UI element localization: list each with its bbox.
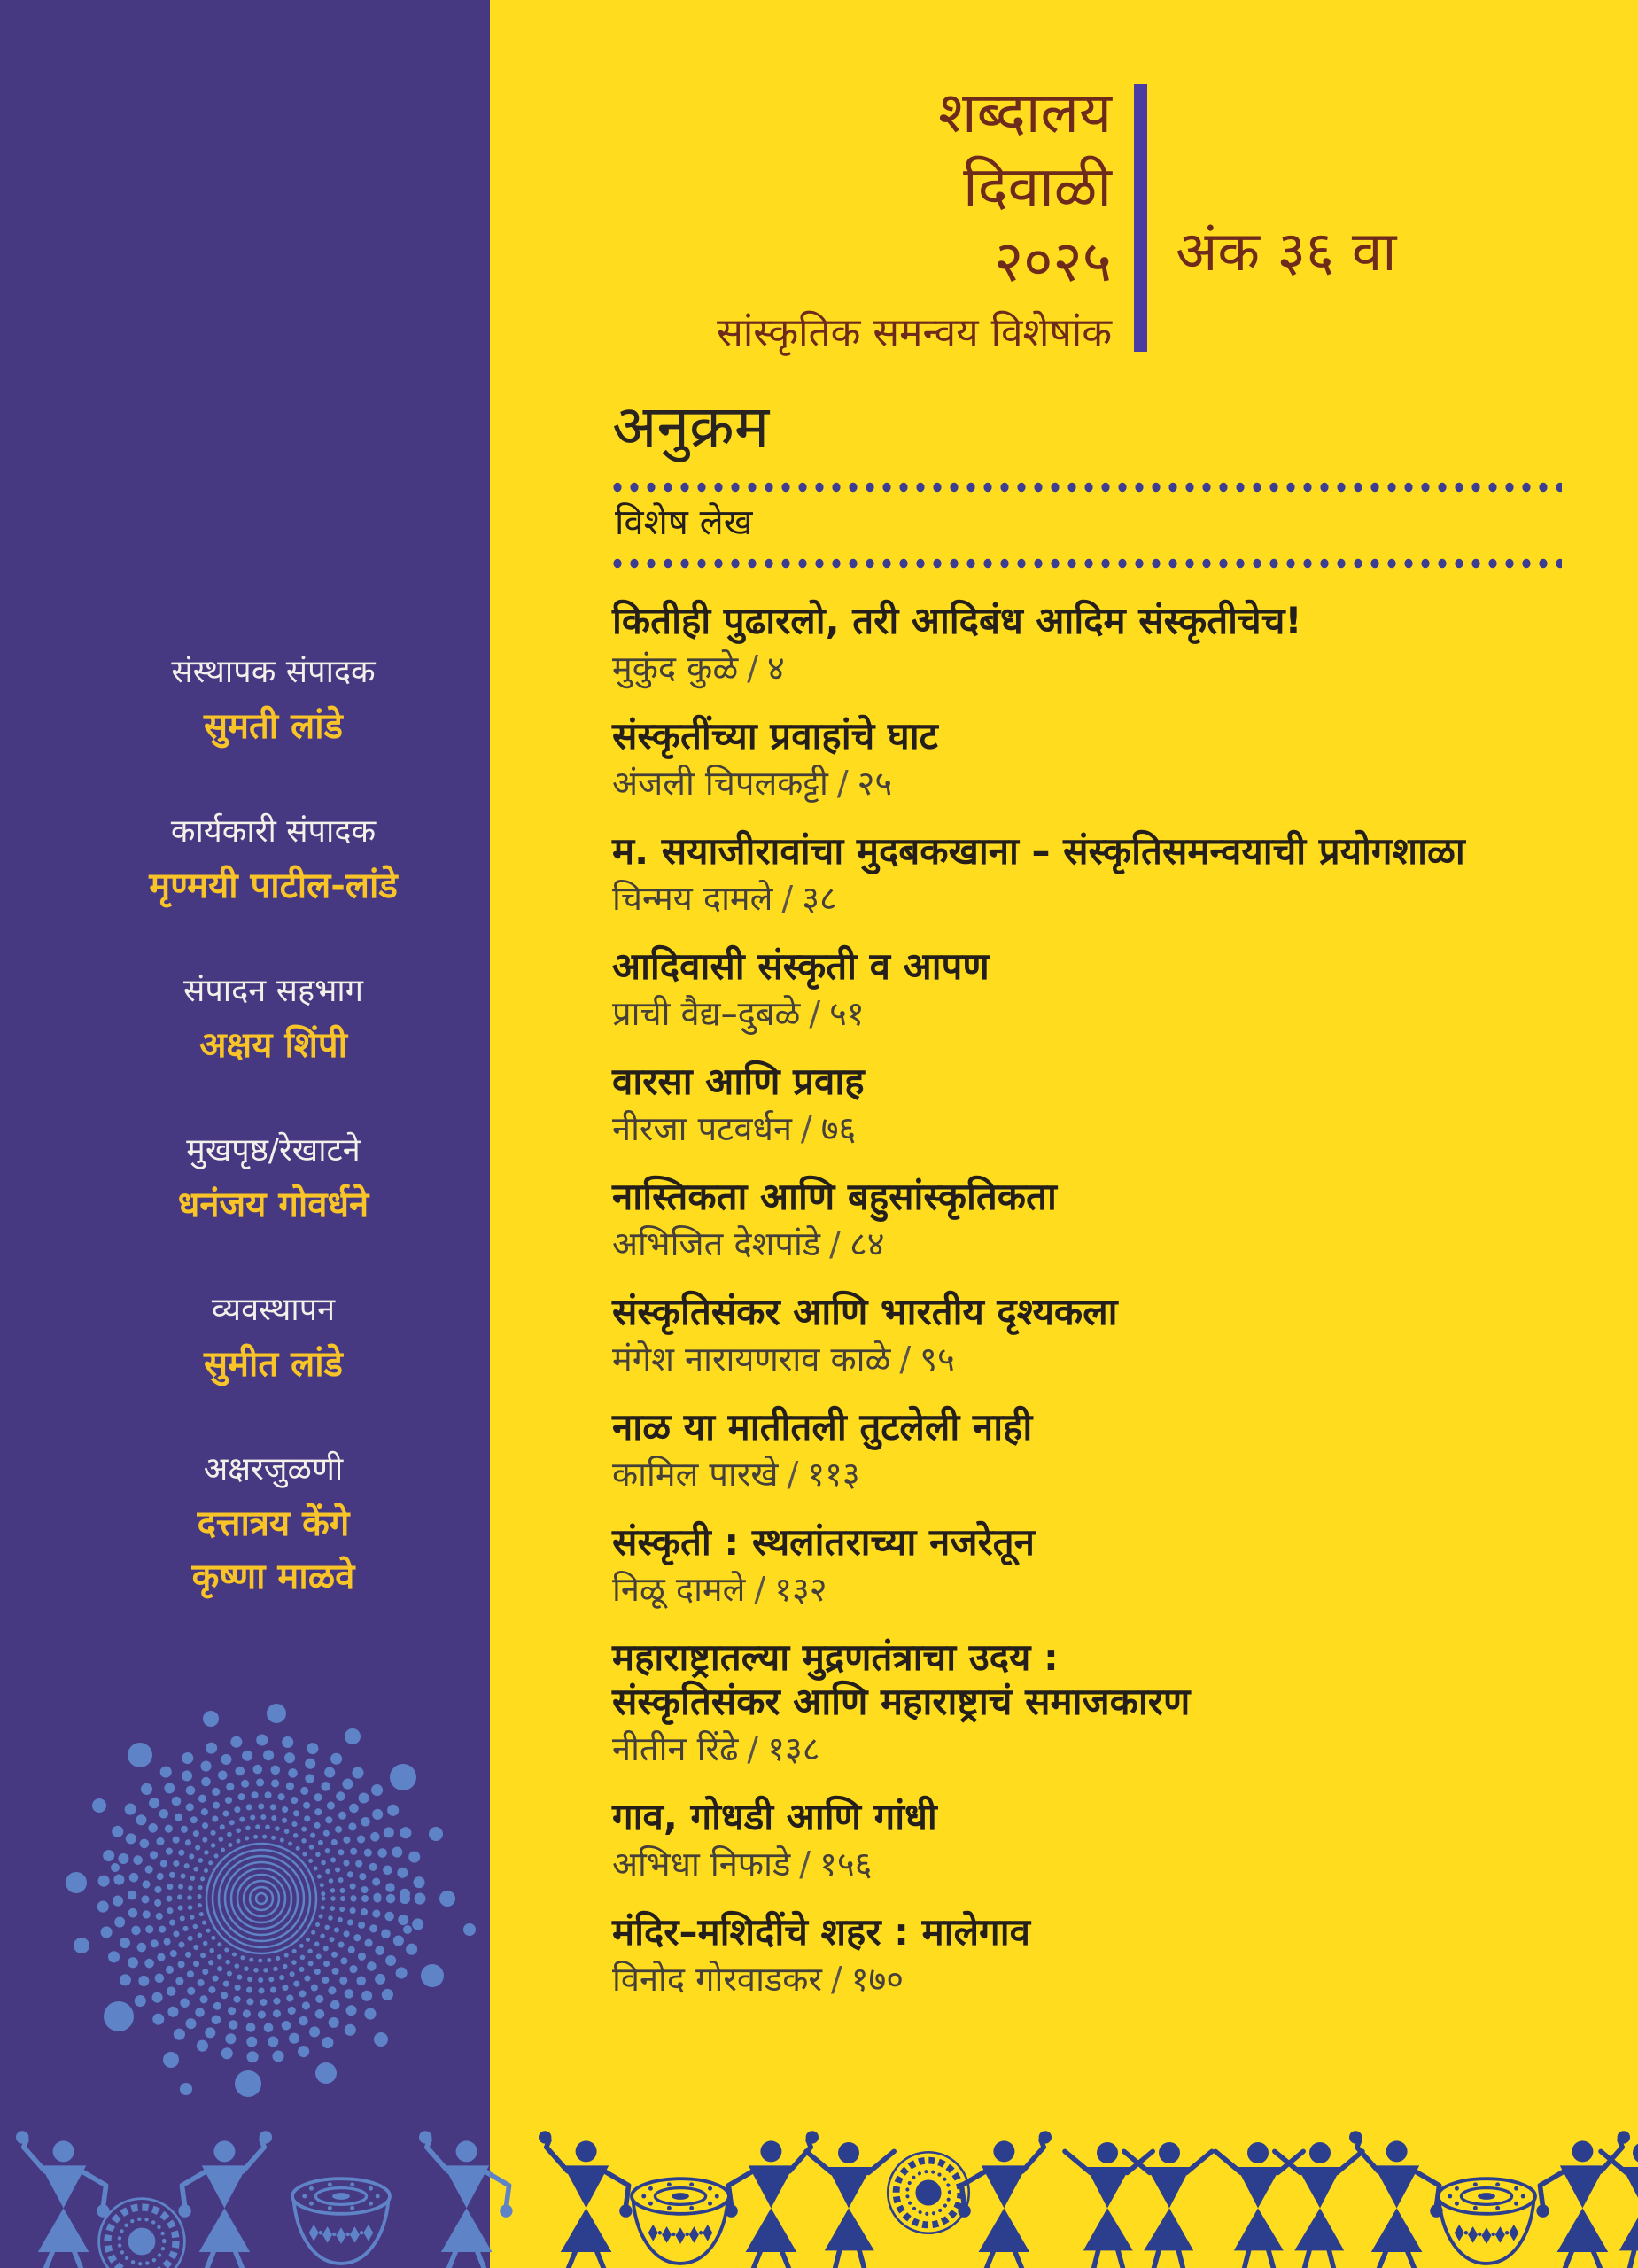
byline-separator: /	[799, 1845, 811, 1884]
author-name: मुकुंद कुळे	[612, 649, 739, 687]
sidebar	[0, 0, 490, 2268]
byline-separator: /	[781, 879, 794, 918]
article-title: महाराष्ट्रातल्या मुद्रणतंत्राचा उदय :	[612, 1635, 1059, 1679]
author-name: चिन्मय दामले	[612, 879, 773, 918]
page-number: १७०	[850, 1960, 904, 1999]
article-title: वारसा आणि प्रवाह	[612, 1060, 865, 1103]
dot-mandala-art	[27, 1664, 496, 2133]
article-byline	[612, 1729, 1613, 1768]
masthead-title-line: शब्दालय	[938, 81, 1112, 146]
credit-role: कार्यकारी संपादक	[170, 813, 377, 850]
issue-number-label: अंक ३६ वा	[1176, 219, 1397, 284]
credit-group	[76, 1130, 470, 1228]
toc-entry	[612, 599, 1613, 687]
toc-entry	[612, 1405, 1613, 1494]
credit-name: मृण्मयी पाटील-लांडे	[149, 866, 398, 906]
author-name: अंजली चिपलकट्टी	[612, 764, 828, 803]
page-number: २५	[857, 764, 893, 803]
byline-separator: /	[899, 1340, 912, 1379]
credit-role: अक्षरजुळणी	[203, 1451, 344, 1487]
page-number: ११३	[807, 1455, 860, 1494]
toc-entry	[612, 944, 1613, 1033]
article-title: नास्तिकता आणि बहुसांस्कृतिकता	[612, 1175, 1057, 1218]
article-title: संस्कृती : स्थलांतराच्या नजरेतून	[612, 1520, 1035, 1564]
author-name: निळू दामले	[612, 1570, 746, 1609]
byline-separator: /	[809, 994, 821, 1033]
author-name: प्राची वैद्य–दुबळे	[612, 994, 801, 1033]
contents-area	[490, 0, 1638, 2268]
page-number: १५६	[819, 1845, 873, 1884]
byline-separator: /	[836, 764, 849, 803]
byline-separator: /	[800, 1109, 812, 1148]
toc-entry	[612, 1635, 1613, 1768]
article-byline	[612, 1455, 1613, 1494]
credit-group	[76, 971, 470, 1068]
credit-role: संपादन सहभाग	[183, 973, 363, 1009]
credit-name: अक्षय शिंपी	[198, 1025, 347, 1066]
article-byline	[612, 1845, 1613, 1884]
credit-group	[76, 652, 470, 750]
byline-separator: /	[787, 1455, 799, 1494]
credit-name: धनंजय गोवर्धने	[177, 1184, 369, 1225]
article-byline	[612, 879, 1613, 918]
credit-group	[76, 812, 470, 909]
page-number: १३२	[774, 1570, 827, 1609]
editorial-credits	[0, 652, 490, 1662]
article-byline	[612, 649, 1613, 687]
byline-separator: /	[754, 1570, 766, 1609]
article-title: संस्कृतींच्या प्रवाहांचे घाट	[612, 714, 938, 757]
author-name: कामिल पारखे	[612, 1455, 779, 1494]
page-number: ३८	[802, 879, 837, 918]
article-byline	[612, 1570, 1613, 1609]
page-number: ७६	[820, 1109, 857, 1148]
article-byline	[612, 1109, 1613, 1148]
byline-separator: /	[747, 649, 759, 687]
author-name: अभिधा निफाडे	[612, 1845, 791, 1884]
article-byline	[612, 1224, 1613, 1263]
article-title: आदिवासी संस्कृती व आपण	[612, 944, 990, 988]
masthead-divider-bar	[1134, 84, 1147, 352]
toc-entry	[612, 1175, 1613, 1263]
article-byline	[612, 1340, 1613, 1379]
page-number: ५१	[829, 994, 865, 1033]
article-byline	[612, 764, 1613, 803]
masthead-year: २०२५	[993, 229, 1112, 295]
masthead-subtitle: सांस्कृतिक समन्वय विशेषांक	[717, 310, 1112, 355]
page-number: १३८	[767, 1729, 820, 1768]
credit-group	[76, 1449, 470, 1600]
credit-role: व्यवस्थापन	[211, 1292, 336, 1328]
warli-border-art	[0, 2078, 1638, 2268]
article-title: गाव, गोधडी आणि गांधी	[612, 1795, 937, 1838]
page-number: ४	[767, 649, 785, 687]
article-title: मंदिर–मशिदींचे शहर : मालेगाव	[612, 1910, 1030, 1953]
byline-separator: /	[829, 1224, 841, 1263]
author-name: मंगेश नारायणराव काळे	[612, 1340, 891, 1379]
toc-entry	[612, 1060, 1613, 1148]
masthead	[490, 76, 1112, 356]
credit-group	[76, 1290, 470, 1387]
author-name: अभिजित देशपांडे	[612, 1224, 821, 1263]
credit-name: दत्तात्रय केंगे	[197, 1503, 350, 1544]
article-title: संस्कृतिसंकर आणि भारतीय दृश्यकला	[612, 1290, 1118, 1333]
article-title: नाळ या मातीतली तुटलेली नाही	[612, 1405, 1033, 1449]
author-name: नीरजा पटवर्धन	[612, 1109, 792, 1148]
toc-entry	[612, 1520, 1613, 1609]
article-title: म. सयाजीरावांचा मुदबकखाना – संस्कृतिसमन्वयाची प्रयोगशाळा	[612, 829, 1465, 873]
author-name: विनोद गोरवाडकर	[612, 1960, 822, 1999]
credit-role: संस्थापक संपादक	[171, 654, 376, 690]
page-number: ८४	[849, 1224, 885, 1263]
byline-separator: /	[830, 1960, 842, 1999]
dashed-divider	[610, 555, 1562, 571]
article-title-line2: संस्कृतिसंकर आणि महाराष्ट्राचं समाजकारण	[612, 1680, 1191, 1723]
page-number: ९५	[920, 1340, 955, 1379]
toc-entry	[612, 829, 1613, 918]
byline-separator: /	[747, 1729, 759, 1768]
article-byline	[612, 994, 1613, 1033]
article-title: कितीही पुढारलो, तरी आदिबंध आदिम संस्कृतीचेच!	[612, 599, 1302, 642]
toc-list	[612, 599, 1613, 2025]
section-label: विशेष लेख	[615, 502, 753, 543]
toc-entry	[612, 714, 1613, 803]
masthead-title-line: दिवाळी	[963, 155, 1112, 221]
toc-entry	[612, 1910, 1613, 1999]
author-name: नीतीन रिंढे	[612, 1729, 739, 1768]
contents-heading: अनुक्रम	[612, 392, 770, 461]
article-byline	[612, 1960, 1613, 1999]
toc-entry	[612, 1795, 1613, 1884]
dashed-divider	[610, 479, 1562, 494]
credit-name: सुमीत लांडे	[204, 1344, 343, 1385]
toc-entry	[612, 1290, 1613, 1379]
credit-role: मुखपृष्ठ/रेखाटने	[186, 1132, 361, 1169]
credit-name: कृष्णा माळवे	[191, 1557, 355, 1597]
credit-name: सुमती लांडे	[204, 706, 343, 747]
